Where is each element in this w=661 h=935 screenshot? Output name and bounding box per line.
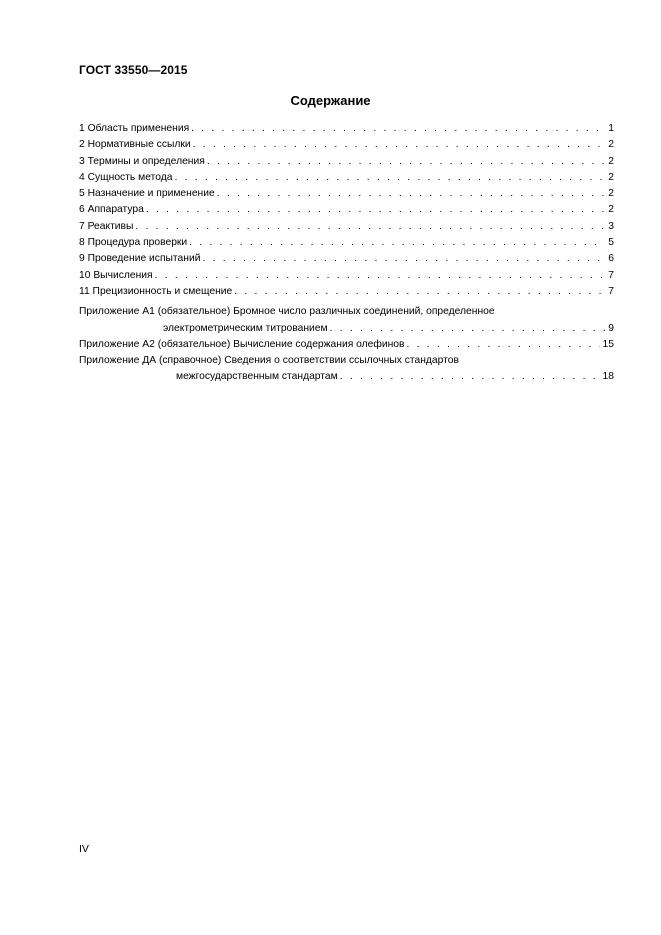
toc-entry-label: 3 Термины и определения bbox=[79, 155, 205, 167]
toc-entry-7[interactable] bbox=[79, 219, 614, 235]
toc-entry-label: 2 Нормативные ссылки bbox=[79, 139, 191, 151]
toc-leader-dots bbox=[234, 284, 605, 300]
document-code: ГОСТ 33550—2015 bbox=[79, 63, 188, 77]
toc-entry-page: 2 bbox=[608, 171, 614, 183]
toc-leader-dots bbox=[191, 121, 605, 137]
toc-entry-page: 2 bbox=[608, 139, 614, 151]
toc-leader-dots bbox=[189, 235, 605, 251]
toc-appendix-a2[interactable] bbox=[79, 337, 614, 353]
toc-entry-label-continued: межгосударственным стандартам bbox=[176, 371, 338, 383]
toc-entry-1[interactable] bbox=[79, 121, 614, 137]
toc-leader-dots bbox=[146, 202, 605, 218]
toc-entry-label: 8 Процедура проверки bbox=[79, 237, 188, 249]
toc-entry-5[interactable] bbox=[79, 186, 614, 202]
toc-entry-page: 2 bbox=[608, 155, 614, 167]
toc-entry-label: 7 Реактивы bbox=[79, 220, 134, 232]
toc-entry-page: 15 bbox=[602, 338, 614, 350]
toc-entry-page: 2 bbox=[608, 204, 614, 216]
toc-entry-label: 1 Область применения bbox=[79, 123, 190, 134]
toc-entry-11[interactable] bbox=[79, 284, 614, 300]
toc-entry-label: 9 Проведение испытаний bbox=[79, 253, 201, 265]
toc-entry-page: 7 bbox=[608, 285, 614, 297]
toc-entry-page: 3 bbox=[608, 220, 614, 232]
toc-entry-label: 10 Вычисления bbox=[79, 269, 153, 281]
toc-entry-label: Приложение ДА (справочное) Сведения о соответствии ссылочных стандартов bbox=[79, 355, 459, 367]
toc-entry-label: 6 Аппаратура bbox=[79, 204, 144, 216]
toc-entry-label: 11 Прецизионность и смещение bbox=[79, 285, 233, 297]
toc-leader-dots bbox=[330, 321, 606, 337]
toc-entry-9[interactable] bbox=[79, 251, 614, 267]
toc-leader-dots bbox=[217, 186, 606, 202]
table-of-contents bbox=[79, 121, 614, 386]
toc-entry-6[interactable] bbox=[79, 202, 614, 218]
toc-leader-dots bbox=[340, 369, 600, 385]
toc-entry-4[interactable] bbox=[79, 170, 614, 186]
toc-entry-label: 4 Сущность метода bbox=[79, 171, 173, 183]
toc-entry-page: 1 bbox=[608, 123, 614, 134]
toc-entry-label: Приложение А1 (обязательное) Бромное число различных соединений, определенное bbox=[79, 306, 495, 318]
toc-entry-10[interactable] bbox=[79, 268, 614, 284]
toc-entry-3[interactable] bbox=[79, 154, 614, 170]
toc-appendix-a1[interactable] bbox=[79, 304, 614, 337]
toc-entry-2[interactable] bbox=[79, 137, 614, 153]
toc-entry-page: 6 bbox=[608, 253, 614, 265]
toc-entry-label: 5 Назначение и применение bbox=[79, 188, 215, 200]
toc-leader-dots bbox=[406, 337, 599, 353]
toc-entry-page: 2 bbox=[608, 188, 614, 200]
page-title: Содержание bbox=[290, 93, 371, 108]
toc-entry-page: 5 bbox=[608, 237, 614, 249]
toc-entry-label: Приложение А2 (обязательное) Вычисление содержания олефинов bbox=[79, 338, 405, 350]
toc-leader-dots bbox=[155, 268, 606, 284]
toc-entry-8[interactable] bbox=[79, 235, 614, 251]
toc-appendix-da[interactable] bbox=[79, 353, 614, 386]
toc-leader-dots bbox=[207, 154, 605, 170]
toc-entry-label-continued: электрометрическим титрованием bbox=[163, 322, 328, 334]
toc-leader-dots bbox=[174, 170, 605, 186]
toc-leader-dots bbox=[202, 251, 605, 267]
toc-leader-dots bbox=[135, 219, 605, 235]
toc-entry-page: 7 bbox=[608, 269, 614, 281]
page-number: IV bbox=[79, 843, 89, 855]
toc-entry-page: 9 bbox=[608, 322, 614, 334]
toc-leader-dots bbox=[193, 137, 606, 153]
toc-entry-page: 18 bbox=[602, 371, 614, 383]
